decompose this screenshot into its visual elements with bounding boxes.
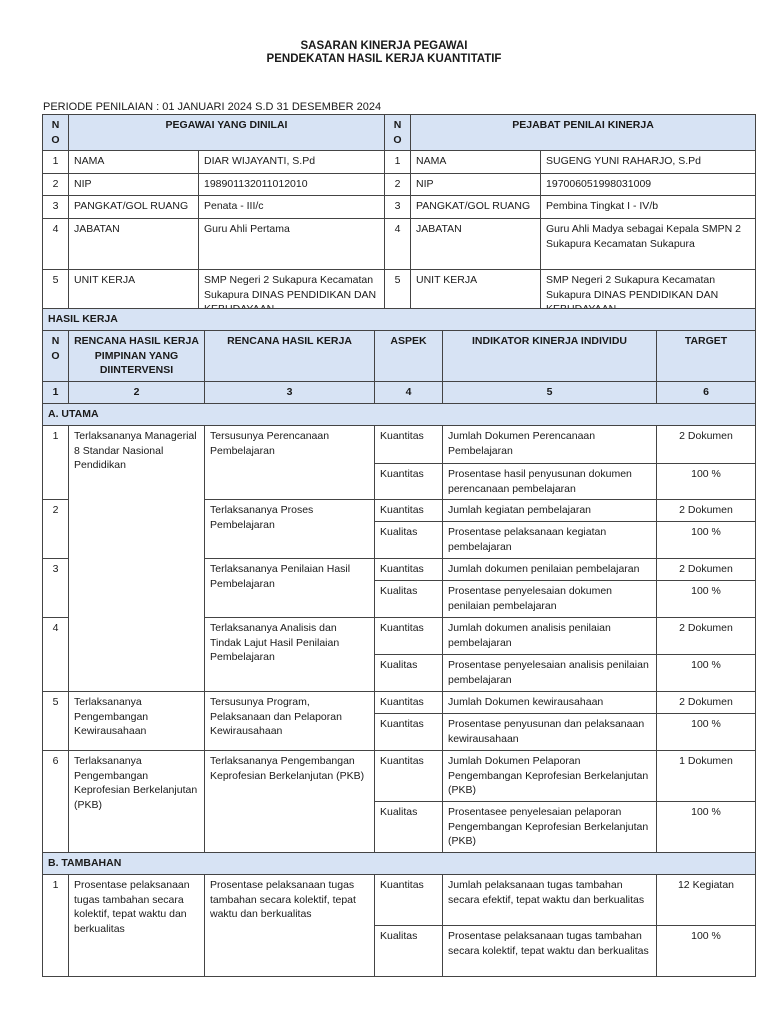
aspek-cell: Kuantitas [375,559,443,581]
page-title: SASARAN KINERJA PEGAWAI [300,40,468,52]
identity-table [42,114,756,322]
indikator-cell: Jumlah Dokumen Perencanaan Pembelajaran [443,426,657,464]
header-target: TARGET [657,331,756,382]
row-no: 5 [43,270,69,322]
col-number: 3 [205,382,375,404]
section-utama: A. UTAMA [43,404,756,426]
row-value: SMP Negeri 2 Sukapura Kecamatan Sukapura DINAS PENDIDIKAN DAN [199,270,385,322]
indikator-cell: Jumlah kegiatan pembelajaran [443,500,657,522]
row-label-2: UNIT KERJA [411,270,541,322]
rencana-pimpinan-cell: Terlaksananya Pengembangan Keprofesian Berkelanjutan (PKB) [69,751,205,853]
rencana-cell: Tersusunya Perencanaan Pembelajaran [205,426,375,500]
hasil-kerja-section-row [43,309,756,331]
aspek-cell: Kuantitas [375,714,443,751]
table-row [43,875,756,926]
indikator-cell: Prosentase penyusunan dan pelaksanaan kewirausahaan [443,714,657,751]
row-label-2: NAMA [411,151,541,174]
row-no: 3 [43,559,69,618]
rencana-cell: Terlaksananya Penilaian Hasil Pembelajaran [205,559,375,618]
row-value: 198901132011012010 [199,174,385,196]
row-no: 3 [43,196,69,219]
row-no: 5 [43,692,69,751]
rencana-cell: Terlaksananya Pengembangan Keprofesian Berkelanjutan (PKB) [205,751,375,853]
header-rencana: RENCANA HASIL KERJA [205,331,375,382]
indikator-cell: Jumlah pelaksanaan tugas tambahan secara efektif, tepat waktu dan berkualitas [443,875,657,926]
target-cell: 100 % [657,581,756,618]
hasil-kerja-table [42,308,756,977]
row-label: UNIT KERJA [69,270,199,322]
col-number: 1 [43,382,69,404]
target-cell: 2 Dokumen [657,618,756,655]
indikator-cell: Prosentase penyelesaian dokumen penilaian pembelajaran [443,581,657,618]
rencana-pimpinan-cell: Terlaksananya Managerial 8 Standar Nasional Pendidikan [69,426,205,692]
indikator-cell: Jumlah Dokumen kewirausahaan [443,692,657,714]
row-value: Penata - III/c [199,196,385,219]
aspek-cell: Kuantitas [375,751,443,802]
row-label-2: PANGKAT/GOL RUANG [411,196,541,219]
identity-row-pangkat [43,196,756,219]
aspek-cell: Kuantitas [375,875,443,926]
target-cell: 2 Dokumen [657,559,756,581]
row-no: 1 [43,426,69,500]
target-cell: 2 Dokumen [657,426,756,464]
target-cell: 100 % [657,714,756,751]
hasil-header-row [43,331,756,382]
aspek-cell: Kuantitas [375,692,443,714]
target-cell: 1 Dokumen [657,751,756,802]
row-value-2: SUGENG YUNI RAHARJO, S.Pd [541,151,756,174]
col-number: 5 [443,382,657,404]
periode-penilaian: PERIODE PENILAIAN : 01 JANUARI 2024 S.D 31 DESEMBER 2024 [43,101,382,113]
rencana-cell: Terlaksananya Analisis dan Tindak Lajut Hasil Penilaian Pembelajaran [205,618,375,692]
rencana-pimpinan-cell: Terlaksananya Pengembangan Kewirausahaan [69,692,205,751]
row-value-2: 197006051998031009 [541,174,756,196]
header-no-2: NO [385,115,411,151]
tambahan-section-row [43,853,756,875]
target-cell: 100 % [657,926,756,977]
target-cell: 100 % [657,655,756,692]
header-rencana-pimpinan: RENCANA HASIL KERJA PIMPINAN YANG DIINTERVENSI [69,331,205,382]
row-label-2: NIP [411,174,541,196]
section-hasil-kerja: HASIL KERJA [43,309,756,331]
row-no: 4 [43,219,69,270]
row-no-2: 5 [385,270,411,322]
rencana-cell: Prosentase pelaksanaan tugas tambahan secara kolektif, tepat waktu dan berkualitas [205,875,375,977]
col-number: 6 [657,382,756,404]
aspek-cell: Kuantitas [375,500,443,522]
aspek-cell: Kualitas [375,926,443,977]
table-row [43,751,756,802]
row-label: PANGKAT/GOL RUANG [69,196,199,219]
indikator-cell: Prosentase pelaksanaan tugas tambahan secara kolektif, tepat waktu dan berkualitas [443,926,657,977]
identity-row-nama [43,151,756,174]
row-no: 2 [43,500,69,559]
indikator-cell: Jumlah Dokumen Pelaporan Pengembangan Keprofesian Berkelanjutan (PKB) [443,751,657,802]
header-no: NO [43,115,69,151]
target-cell: 100 % [657,522,756,559]
row-no: 1 [43,151,69,174]
row-no: 4 [43,618,69,692]
col-number: 4 [375,382,443,404]
row-value-2: Guru Ahli Madya sebagai Kepala SMPN 2 Sukapura Kecamatan Sukapura [541,219,756,270]
aspek-cell: Kualitas [375,522,443,559]
target-cell: 12 Kegiatan [657,875,756,926]
row-no-2: 3 [385,196,411,219]
indikator-cell: Prosentase hasil penyusunan dokumen perencanaan pembelajaran [443,464,657,500]
indikator-cell: Prosentase penyelesaian analisis penilaian pembelajaran [443,655,657,692]
row-label-2: JABATAN [411,219,541,270]
identity-row-jabatan [43,219,756,270]
target-cell: 100 % [657,802,756,853]
aspek-cell: Kualitas [375,802,443,853]
indikator-cell: Prosentasee penyelesaian pelaporan Pengembangan Keprofesian Berkelanjutan (PKB) [443,802,657,853]
header-aspek: ASPEK [375,331,443,382]
utama-section-row [43,404,756,426]
aspek-cell: Kuantitas [375,464,443,500]
row-label: NIP [69,174,199,196]
header-no: NO [43,331,69,382]
col-number: 2 [69,382,205,404]
indikator-cell: Prosentase pelaksanaan kegiatan pembelajaran [443,522,657,559]
target-cell: 100 % [657,464,756,500]
aspek-cell: Kuantitas [375,618,443,655]
target-cell: 2 Dokumen [657,500,756,522]
rencana-pimpinan-cell: Prosentase pelaksanaan tugas tambahan secara kolektif, tepat waktu dan berkualitas [69,875,205,977]
row-label: NAMA [69,151,199,174]
row-value: Guru Ahli Pertama [199,219,385,270]
row-label: JABATAN [69,219,199,270]
column-number-row [43,382,756,404]
rencana-cell: Tersusunya Program, Pelaksanaan dan Pelaporan Kewirausahaan [205,692,375,751]
row-no: 6 [43,751,69,853]
header-pegawai: PEGAWAI YANG DINILAI [69,115,385,151]
row-no: 2 [43,174,69,196]
page-subtitle: PENDEKATAN HASIL KERJA KUANTITATIF [266,53,502,65]
section-tambahan: B. TAMBAHAN [43,853,756,875]
row-no-2: 1 [385,151,411,174]
header-indikator: INDIKATOR KINERJA INDIVIDU [443,331,657,382]
header-pejabat: PEJABAT PENILAI KINERJA [411,115,756,151]
row-value-2: SMP Negeri 2 Sukapura Kecamatan Sukapura DINAS PENDIDIKAN DAN [541,270,756,322]
row-value-2: Pembina Tingkat I - IV/b [541,196,756,219]
table-row [43,692,756,714]
aspek-cell: Kualitas [375,581,443,618]
row-no-2: 4 [385,219,411,270]
row-value: DIAR WIJAYANTI, S.Pd [199,151,385,174]
aspek-cell: Kualitas [375,655,443,692]
target-cell: 2 Dokumen [657,692,756,714]
table-row [43,426,756,464]
identity-header-row [43,115,756,151]
rencana-cell: Terlaksananya Proses Pembelajaran [205,500,375,559]
row-no-2: 2 [385,174,411,196]
row-no: 1 [43,875,69,977]
indikator-cell: Jumlah dokumen analisis penilaian pembelajaran [443,618,657,655]
identity-row-nip [43,174,756,196]
aspek-cell: Kuantitas [375,426,443,464]
indikator-cell: Jumlah dokumen penilaian pembelajaran [443,559,657,581]
